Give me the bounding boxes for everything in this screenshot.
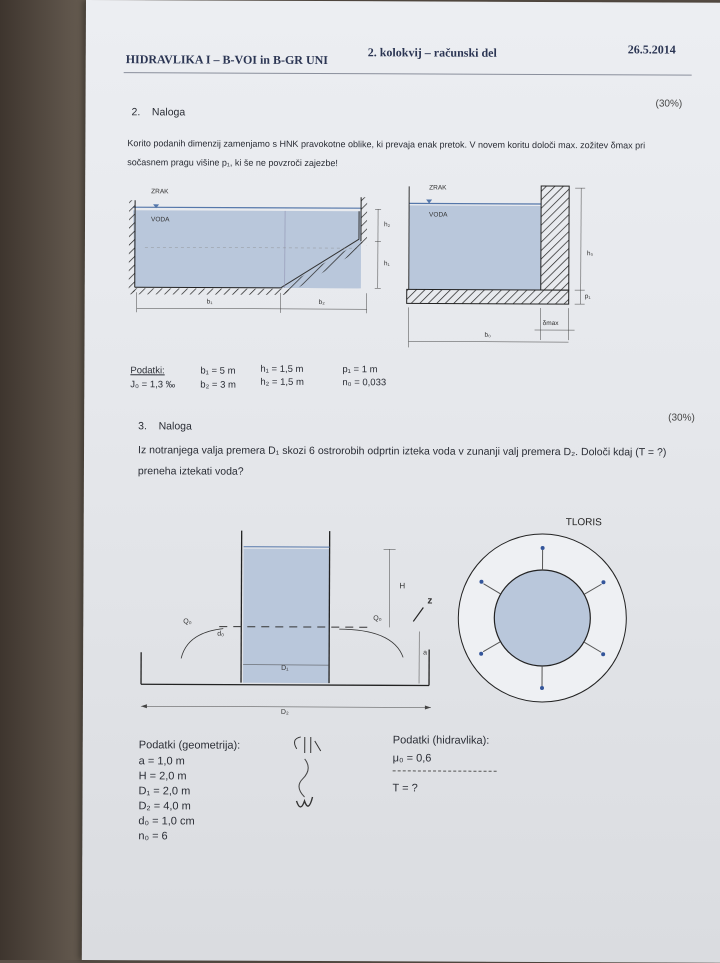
task3-hyd-mu: μ₀ = 0,6 bbox=[393, 751, 432, 766]
course-title: HIDRAVLIKA I – B-VOI in B-GR UNI bbox=[126, 52, 328, 68]
task2-text-line2: sočasnem pragu višine p₁, ki še ne povzroči zajezbe! bbox=[127, 157, 338, 168]
task3-title: Naloga bbox=[159, 420, 192, 432]
exam-sheet bbox=[82, 0, 720, 963]
left-h2-label: h₂ bbox=[384, 221, 390, 228]
task3-geom-a: a = 1,0 m bbox=[139, 754, 185, 769]
task2-points: (30%) bbox=[656, 98, 683, 109]
task2-n0: n₀ = 0,033 bbox=[342, 376, 386, 389]
task2-h2: h₂ = 1,5 m bbox=[260, 376, 304, 389]
task3-geom-D1: D₁ = 2,0 m bbox=[139, 784, 191, 799]
right-p1-label: p₁ bbox=[585, 293, 591, 300]
left-water-label: VODA bbox=[151, 216, 169, 223]
task3-hyd-T: T = ? bbox=[393, 781, 418, 796]
task3-geom-D2: D₂ = 4,0 m bbox=[138, 799, 190, 814]
task2-b2: b₂ = 3 m bbox=[200, 379, 236, 392]
task3-D2: D₂ bbox=[281, 709, 289, 716]
right-h0-label: h₀ bbox=[587, 250, 593, 257]
task2-b1: b₁ = 5 m bbox=[200, 365, 235, 378]
exam-title: 2. kolokvij – računski del bbox=[368, 45, 497, 61]
task3-q-right: Q₀ bbox=[373, 615, 381, 622]
left-b1-label: b₁ bbox=[207, 299, 213, 306]
task3-number: 3. bbox=[138, 420, 147, 432]
task2-title: Naloga bbox=[152, 106, 185, 118]
task2-p1: p₁ = 1 m bbox=[342, 363, 377, 376]
task3-geom-H: H = 2,0 m bbox=[139, 769, 187, 784]
tloris-label: TLORIS bbox=[566, 517, 602, 528]
task3-D1: D₁ bbox=[281, 665, 288, 672]
task3-geom-title: Podatki (geometrija): bbox=[139, 738, 241, 753]
right-b0-label: b₀ bbox=[485, 332, 491, 339]
task2-j0: J₀ = 1,3 ‰ bbox=[130, 378, 175, 391]
task3-points: (30%) bbox=[668, 413, 695, 424]
task3-text-line1: Iz notranjega valja premera D₁ skozi 6 ostrorobih odprtin izteka voda v zunanji valj premera D₂. Določi kdaj (T = ?) bbox=[138, 444, 714, 459]
task3-hyd-title: Podatki (hidravlika): bbox=[393, 733, 490, 748]
task3-geom-d0: d₀ = 1,0 cm bbox=[138, 814, 194, 829]
right-water-label: VODA bbox=[429, 211, 447, 218]
left-h1-label: h₁ bbox=[384, 260, 390, 267]
task3-z: z bbox=[427, 595, 432, 606]
handwritten-scribble bbox=[82, 0, 720, 963]
task3-d0: d₀ bbox=[217, 631, 224, 638]
task2-h1: h₁ = 1,5 m bbox=[260, 363, 303, 376]
task3-geom-n0: n₀ = 6 bbox=[138, 829, 167, 844]
left-b2-label: b₂ bbox=[319, 299, 325, 306]
right-dmax-label: δmax bbox=[543, 320, 559, 327]
task3-q-left: Q₀ bbox=[183, 618, 191, 625]
exam-date: 26.5.2014 bbox=[628, 42, 676, 57]
task3-text-line2: preneha iztekati voda? bbox=[138, 465, 244, 477]
task3-a: a bbox=[423, 649, 427, 656]
right-air-label: ZRAK bbox=[429, 184, 446, 191]
task2-text-line1: Korito podanih dimenzij zamenjamo s HNK pravokotne oblike, ki prevaja enak pretok. V novem koritu določi max. zožitev δmax pri bbox=[127, 138, 707, 151]
left-air-label: ZRAK bbox=[151, 188, 168, 195]
task3-H: H bbox=[399, 581, 405, 590]
task2-data-label: Podatki: bbox=[130, 364, 164, 377]
task2-number: 2. bbox=[131, 106, 140, 118]
